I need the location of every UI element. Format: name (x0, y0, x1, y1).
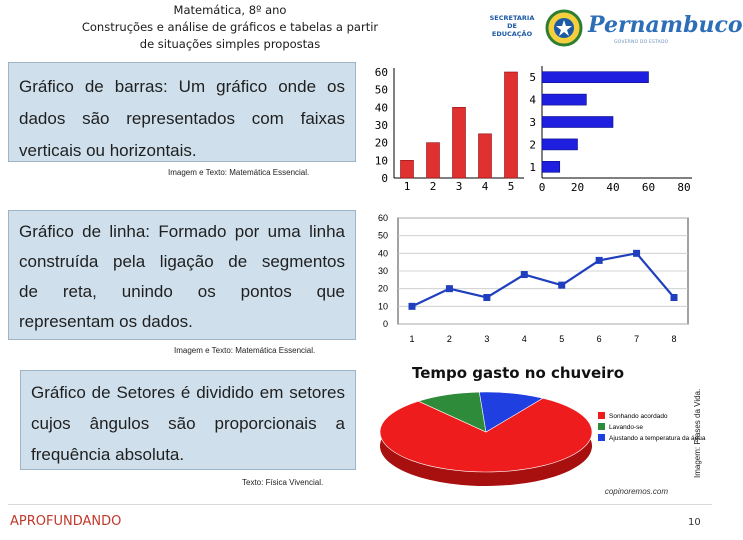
y-tick-label: 30 (374, 119, 388, 132)
secretaria-line: DE EDUCAÇÃO (491, 22, 533, 38)
header-title-line: Matemática, 8º ano (173, 3, 287, 17)
secretaria-line: SECRETARIA (489, 14, 535, 22)
image-credit: Texto: Física Vivencial. (242, 478, 324, 487)
state-seal-icon (544, 8, 584, 48)
bar (542, 117, 613, 128)
x-tick-label: 8 (671, 334, 677, 344)
y-tick-label: 30 (377, 266, 388, 276)
description-line: Gráfico de linha: Formado por uma linha (19, 222, 345, 241)
y-tick-label: 60 (377, 213, 388, 223)
description-line: verticais ou horizontais. (19, 141, 197, 160)
y-tick-label: 10 (374, 154, 388, 168)
bar (542, 161, 560, 172)
y-tick-label: 1 (529, 160, 536, 174)
legend-label: Ajustando a temperatura da água (609, 435, 706, 442)
x-tick-label: 40 (606, 181, 620, 194)
description-line: Gráfico de barras: Um gráfico onde os (19, 77, 345, 96)
x-tick-label: 5 (507, 180, 515, 193)
legend-label: Sonhando acordado (609, 413, 668, 420)
data-point (633, 250, 640, 257)
y-tick-label: 40 (377, 248, 388, 259)
description-line: dados são representados com faixas (19, 109, 345, 128)
description-line: cujos ângulos são proporcionais a (31, 414, 345, 433)
bar-chart-description (8, 62, 356, 162)
data-point (521, 271, 528, 278)
data-point (409, 303, 416, 310)
x-tick-label: 1 (403, 180, 411, 193)
x-tick-label: 80 (677, 181, 691, 194)
data-point (558, 282, 565, 289)
x-tick-label: 6 (596, 334, 602, 344)
bar (427, 143, 440, 178)
description-line: Gráfico de Setores é dividido em setores (31, 383, 345, 402)
image-credit: Imagem e Texto: Matemática Essencial. (168, 168, 310, 177)
pie-chart-description (20, 370, 356, 470)
legend-swatch (598, 434, 605, 441)
y-tick-label: 0 (382, 319, 388, 329)
y-tick-label: 20 (374, 136, 388, 150)
x-tick-label: 3 (484, 334, 490, 344)
data-point (483, 294, 490, 301)
y-tick-label: 50 (377, 230, 388, 241)
y-tick-label: 3 (529, 116, 536, 129)
y-tick-label: 5 (529, 71, 536, 85)
y-tick-label: 60 (374, 66, 388, 79)
description-line: construída pela ligação de segmentos (19, 252, 345, 271)
header (0, 0, 743, 58)
pie-source: copinoremos.com (604, 487, 668, 496)
x-tick-label: 60 (641, 181, 656, 194)
y-tick-label: 4 (529, 93, 536, 107)
legend-label: Lavando-se (609, 424, 643, 431)
header-title-line: de situações simples propostas (139, 37, 321, 51)
bar (542, 139, 578, 150)
legend-swatch (598, 423, 605, 430)
y-tick-label: 2 (529, 138, 536, 152)
x-tick-label: 3 (455, 180, 463, 193)
y-tick-label: 20 (377, 283, 388, 294)
description-line: representam os dados. (19, 312, 193, 331)
pie-title: Tempo gasto no chuveiro (411, 364, 625, 382)
page-number: 10 (688, 517, 701, 528)
secretaria-logo (488, 14, 536, 38)
x-tick-label: 2 (429, 180, 437, 193)
y-tick-label: 0 (381, 172, 388, 185)
horizontal-bar-chart (524, 62, 710, 198)
data-point (671, 294, 678, 301)
x-tick-label: 4 (481, 180, 489, 193)
bar (505, 72, 518, 178)
legend-swatch (598, 412, 605, 419)
data-point (596, 257, 603, 264)
x-tick-label: 0 (538, 181, 546, 194)
y-tick-label: 10 (377, 301, 388, 312)
x-tick-label: 2 (446, 334, 452, 344)
y-tick-label: 40 (374, 101, 388, 115)
x-tick-label: 4 (521, 334, 527, 344)
description-line: de reta, unindo os pontos que (19, 282, 345, 301)
bar (453, 107, 466, 178)
data-point (446, 285, 453, 292)
state-subtitle: GOVERNO DO ESTADO (614, 40, 669, 45)
state-name-logo: Pernambuco (588, 12, 743, 38)
description-line: frequência absoluta. (31, 445, 185, 464)
header-title (40, 2, 420, 53)
x-tick-label: 1 (409, 334, 415, 344)
bar (542, 72, 649, 83)
footer-section-label: APROFUNDANDO (10, 514, 122, 529)
x-tick-label: 5 (559, 334, 565, 344)
government-logos (488, 8, 743, 48)
x-tick-label: 20 (570, 181, 585, 194)
line-chart (362, 210, 692, 352)
line-chart-description (8, 210, 356, 340)
x-tick-label: 7 (634, 334, 640, 344)
vertical-bar-chart (362, 62, 532, 198)
image-credit: Imagem e Texto: Matemática Essencial. (174, 346, 316, 355)
bar (542, 94, 586, 105)
y-tick-label: 50 (374, 83, 388, 97)
vertical-image-credit: Imagem: Frases da Vida. (693, 388, 702, 478)
bar (479, 134, 492, 178)
bar (401, 160, 414, 178)
header-title-line: Construções e análise de gráficos e tabelas a partir (81, 20, 379, 34)
